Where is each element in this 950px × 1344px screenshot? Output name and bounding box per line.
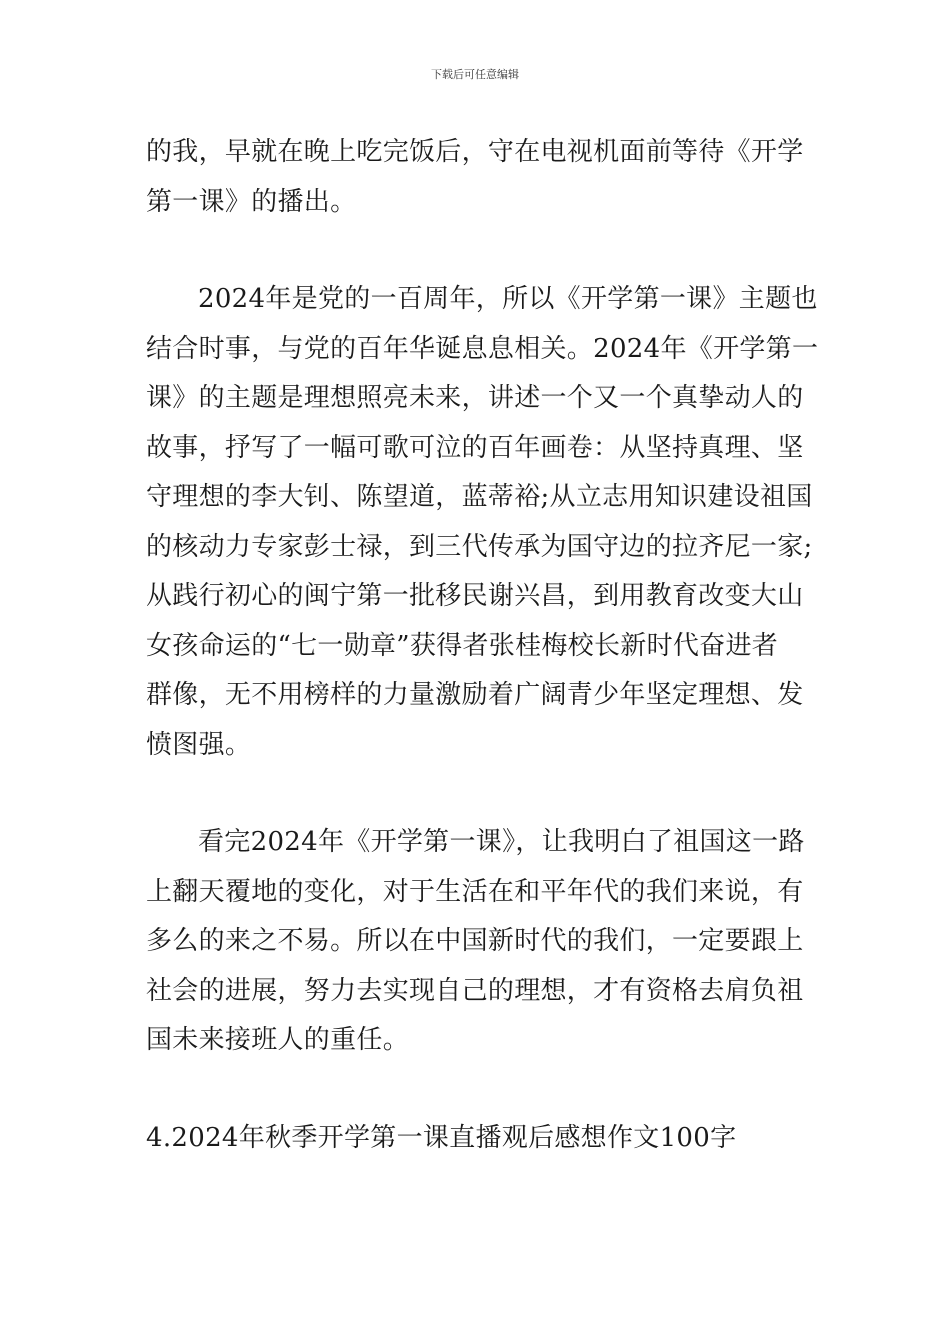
text-line: 的核动力专家彭士禄，到三代传承为国守边的拉齐尼一家; — [146, 531, 813, 562]
paragraph-gap — [146, 770, 808, 818]
text-line: 看完2024年《开学第一课》，让我明白了祖国这一路 — [198, 827, 805, 857]
document-body — [146, 128, 819, 1163]
text-line: 群像，无不用榜样的力量激励着广阔青少年坚定理想、发 — [146, 680, 804, 710]
text-line: 愤图强。 — [146, 729, 252, 760]
text-line: 课》的主题是理想照亮未来，讲述一个又一个真挚动人的 — [146, 383, 804, 413]
text-line: 的我，早就在晚上吃完饭后，守在电视机面前等待《开学 — [146, 137, 804, 167]
text-line: 第一课》的播出。 — [146, 186, 357, 217]
text-line: 结合时事，与党的百年华诞息息相关。2024年《开学第一 — [146, 333, 819, 364]
text-line: 故事，抒写了一幅可歌可泣的百年画卷：从坚持真理、坚 — [146, 432, 804, 463]
text-line: 女孩命运的“七一勋章”获得者张桂梅校长新时代奋进者 — [146, 630, 779, 661]
text-line: 多么的来之不易。所以在中国新时代的我们，一定要跟上 — [146, 926, 804, 956]
text-line: 上翻天覆地的变化，对于生活在和平年代的我们来说，有 — [146, 876, 804, 907]
text-line: 社会的进展，努力去实现自己的理想，才有资格去肩负祖 — [146, 975, 804, 1006]
page-header-watermark: 下载后可任意编辑 — [431, 68, 519, 81]
text-line: 守理想的李大钊、陈望道，蓝蒂裕;从立志用知识建设祖国 — [146, 482, 813, 512]
text-line: 2024年是党的一百周年，所以《开学第一课》主题也 — [198, 284, 818, 314]
text-line: 从践行初心的闽宁第一批移民谢兴昌，到用教育改变大山 — [146, 581, 804, 611]
paragraph — [146, 275, 819, 770]
section-heading — [146, 1114, 808, 1164]
paragraph — [146, 128, 808, 227]
text-line: 国未来接班人的重任。 — [146, 1025, 410, 1055]
heading-line: 4.2024年秋季开学第一课直播观后感想作文100字 — [146, 1122, 737, 1153]
paragraph-gap — [146, 227, 808, 275]
paragraph-gap — [146, 1066, 808, 1114]
paragraph — [146, 818, 808, 1066]
